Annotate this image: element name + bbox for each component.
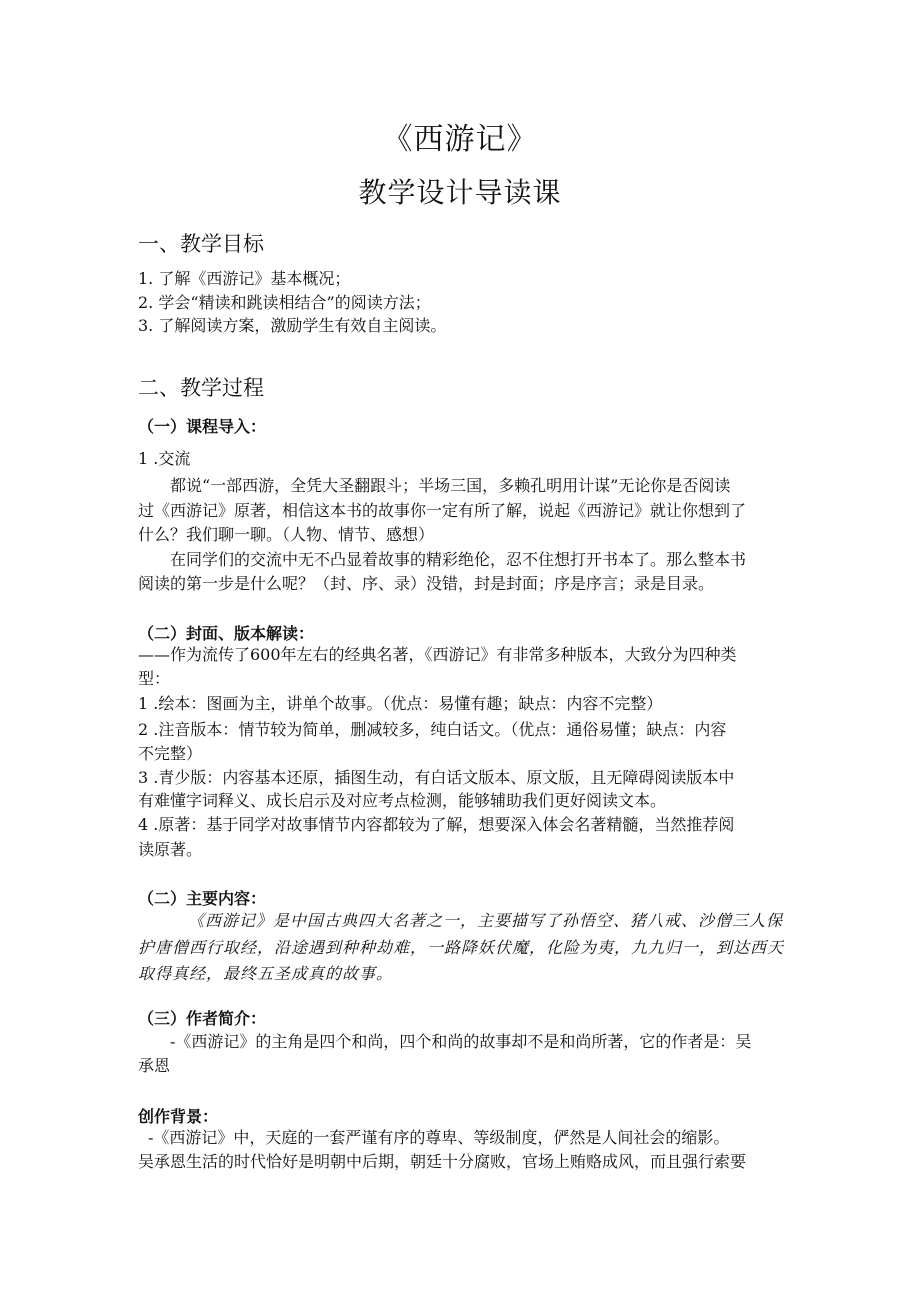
- subheading-intro: （一）课程导入：: [138, 417, 267, 436]
- paragraph-line: 读原著。: [138, 840, 203, 859]
- section-heading-process: 二、教学过程: [138, 376, 264, 400]
- paragraph-line: 不完整）: [138, 744, 203, 763]
- paragraph-line: -《西游记》的主角是四个和尚，四个和尚的故事却不是和尚所著，它的作者是：吴: [170, 1032, 752, 1051]
- section-heading-objectives: 一、教学目标: [138, 232, 264, 256]
- document-subtitle: 教学设计导读课: [358, 176, 562, 209]
- objective-item: 2. 学会“精读和跳读相结合”的阅读方法；: [138, 293, 431, 312]
- paragraph-line: 阅读的第一步是什么呢？（封、序、录）没错，封是封面；序是序言；录是目录。: [138, 574, 715, 593]
- subheading-background: 创作背景：: [138, 1107, 219, 1126]
- subheading-content: （二）主要内容：: [138, 889, 267, 908]
- paragraph-line: ——作为流传了600年左右的经典名著，《西游记》有非常多种版本，大致分为四种类: [138, 645, 737, 664]
- paragraph-line: 有难懂字词释义、成长启示及对应考点检测，能够辅助我们更好阅读文本。: [138, 791, 667, 810]
- paragraph-line: -《西游记》中，天庭的一套严谨有序的尊卑、等级制度，俨然是人间社会的缩影。: [148, 1128, 730, 1147]
- list-item: 4 .原著：基于同学对故事情节内容都较为了解，想要深入体会名著精髓，当然推荐阅: [138, 815, 735, 834]
- paragraph-line: 《西游记》是中国古典四大名著之一，主要描写了孙悟空、猪八戒、沙僧三人保: [188, 911, 784, 930]
- paragraph-line: 取得真经，最终五圣成真的故事。: [138, 964, 394, 983]
- paragraph-line: 承恩: [138, 1056, 171, 1075]
- list-item: 3 .青少版：内容基本还原，插图生动，有白话文版本、原文版，且无障碍阅读版本中: [138, 768, 735, 787]
- document-title: 《西游记》: [382, 122, 538, 157]
- paragraph-line: 护唐僧西行取经，沿途遇到种种劫难，一路降妖伏魔，化险为夷，九九归一，到达西天: [138, 938, 785, 957]
- paragraph-line: 什么？我们聊一聊。（人物、情节、感想）: [138, 525, 435, 544]
- paragraph-line: 型：: [138, 669, 171, 688]
- paragraph-line: 在同学们的交流中无不凸显着故事的精彩绝伦，忍不住想打开书本了。那么整本书: [170, 550, 747, 569]
- paragraph-line: 过《西游记》原著，相信这本书的故事你一定有所了解，说起《西游记》就让你想到了: [138, 501, 747, 520]
- paragraph-line: 吴承恩生活的时代恰好是明朝中后期，朝廷十分腐败，官场上贿赂成风，而且强行索要: [138, 1152, 747, 1171]
- subheading-cover: （二）封面、版本解读：: [138, 624, 315, 643]
- objective-item: 3. 了解阅读方案，激励学生有效自主阅读。: [138, 316, 447, 335]
- list-item: 1 .绘本：图画为主，讲单个故事。（优点：易懂有趣；缺点：内容不完整）: [138, 694, 663, 713]
- list-item: 2 .注音版本：情节较为简单，删减较多，纯白话文。（优点：通俗易懂；缺点：内容: [138, 720, 727, 739]
- paragraph-line: 都说“一部西游，全凭大圣翻跟斗；半场三国，多赖孔明用计谋”无论你是否阅读: [170, 476, 731, 495]
- list-item: 1 .交流: [138, 449, 191, 468]
- subheading-author: （三）作者简介：: [138, 1009, 267, 1028]
- objective-item: 1. 了解《西游记》基本概况；: [138, 269, 351, 288]
